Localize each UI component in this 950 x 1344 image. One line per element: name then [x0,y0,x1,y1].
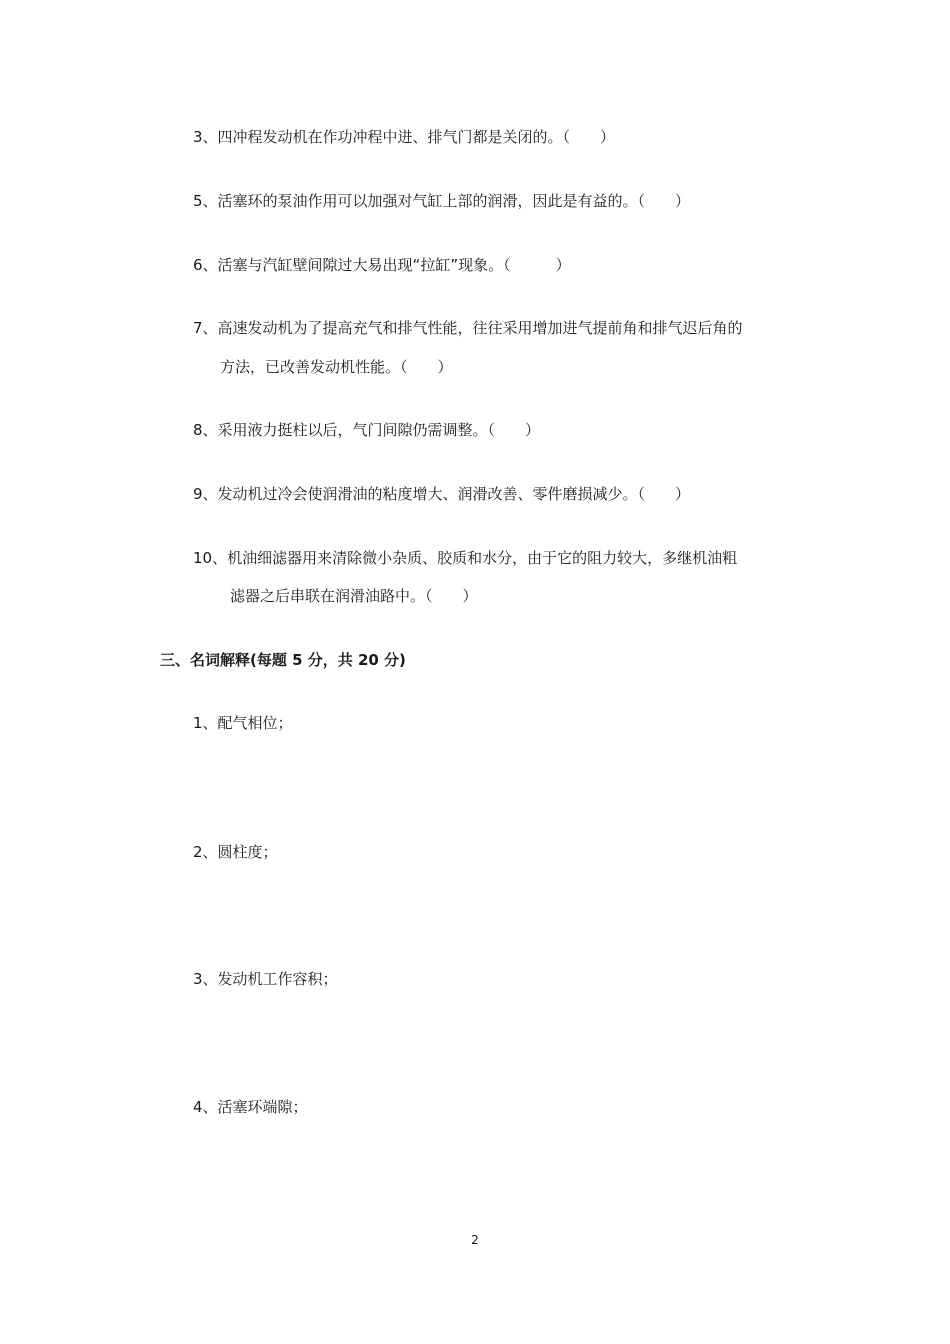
term-item-2: 2、圆柱度； [193,843,278,861]
term-item-4: 4、活塞环端隙； [193,1098,308,1116]
question-text-continuation: 滤器之后串联在润滑油路中。（ ） [230,587,478,605]
question-text-continuation: 方法，已改善发动机性能。（ ） [220,358,453,376]
question-text: 3、四冲程发动机在作功冲程中进、排气门都是关闭的。（ ） [193,128,616,146]
question-text: 6、活塞与汽缸壁间隙过大易出现“拉缸”现象。（ ） [193,256,571,274]
question-text: 5、活塞环的泵油作用可以加强对气缸上部的润滑，因此是有益的。（ ） [193,192,691,210]
question-text: 7、高速发动机为了提高充气和排气性能，往往采用增加进气提前角和排气迟后角的 [193,319,743,337]
question-text: 10、机油细滤器用来清除微小杂质、胶质和水分，由于它的阻力较大，多继机油粗 [193,549,738,567]
section-heading: 三、名词解释(每题 5 分，共 20 分) [160,651,406,669]
term-item-3: 3、发动机工作容积； [193,970,338,988]
question-text: 8、采用液力挺柱以后，气门间隙仍需调整。（ ） [193,421,541,439]
page-number: 2 [471,1233,479,1247]
term-item-1: 1、配气相位； [193,714,293,732]
question-text: 9、发动机过冷会使润滑油的粘度增大、润滑改善、零件磨损减少。（ ） [193,485,691,503]
